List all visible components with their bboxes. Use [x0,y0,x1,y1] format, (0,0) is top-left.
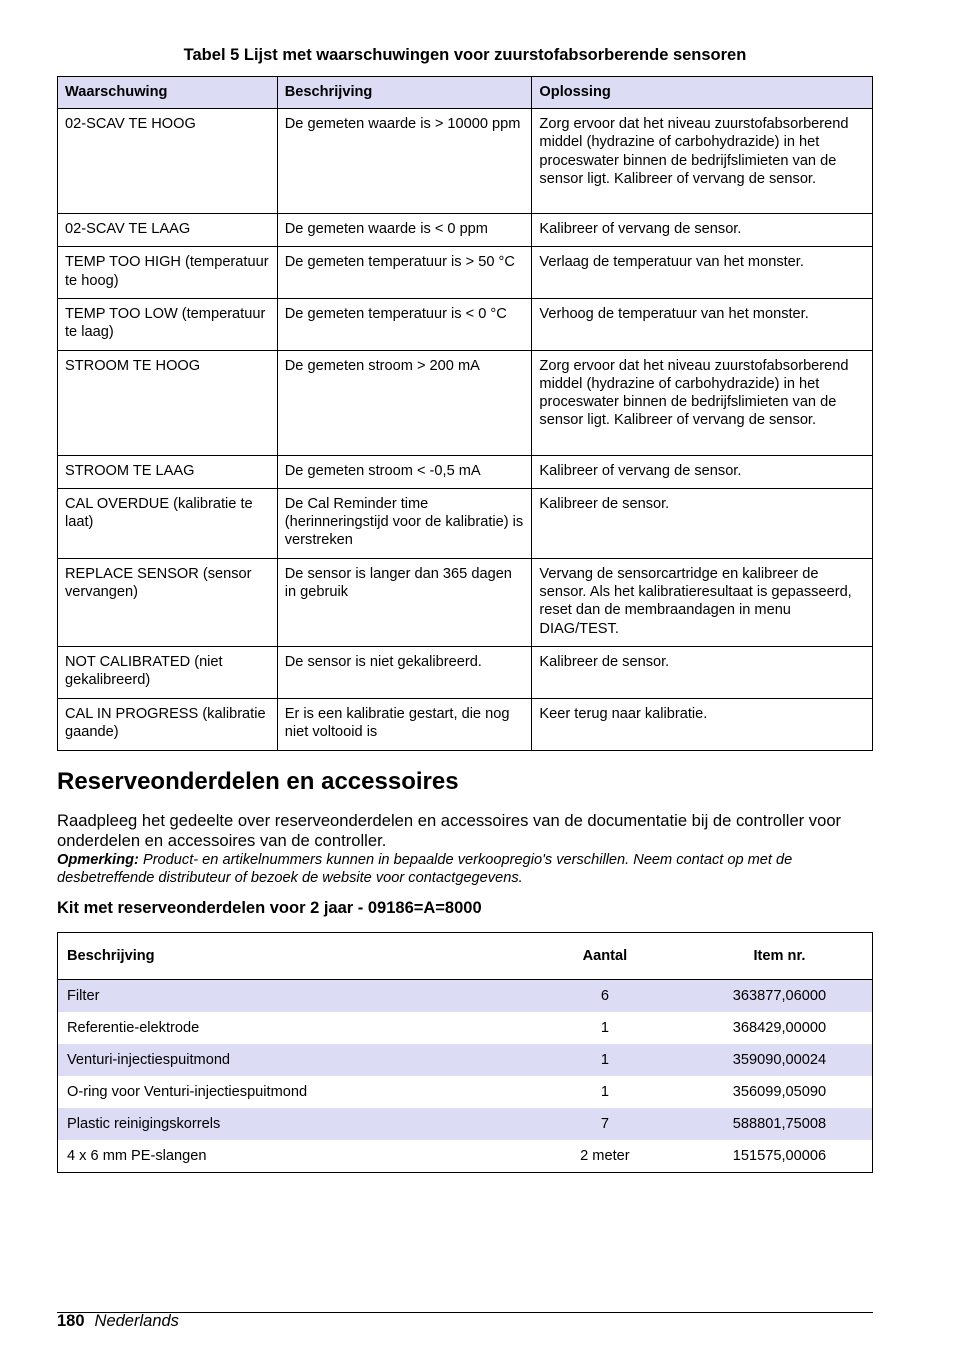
footer-divider [57,1312,873,1313]
table-row [58,980,873,1013]
page-number: 180 [57,1312,85,1330]
solution-cell: Zorg ervoor dat het niveau zuurstofabsorberend middel (hydrazine of carbohydrazide) in het proceswater binnen de bedrijfslimieten van de sensor ligt. Kalibreer of vervang de sensor. [532,350,873,455]
warning-cell: NOT CALIBRATED (niet gekalibreerd) [58,646,278,698]
warning-cell: TEMP TOO LOW (temperatuur te laag) [58,298,278,350]
warnings-table [57,76,873,751]
table-row [58,559,873,647]
header-description: Beschrijving [277,77,532,109]
table-row [58,1140,873,1173]
header-solution: Oplossing [532,77,873,109]
parts-table [57,932,873,1173]
part-description: Filter [58,980,523,1013]
table-row [58,1108,873,1140]
note-paragraph [57,851,873,887]
solution-cell: Keer terug naar kalibratie. [532,698,873,750]
warning-cell: REPLACE SENSOR (sensor vervangen) [58,559,278,647]
parts-header-row [58,933,873,980]
part-description: O-ring voor Venturi-injectiespuitmond [67,1084,308,1100]
warning-cell: CAL OVERDUE (kalibratie te laat) [58,489,278,559]
part-quantity: 1 [600,1084,609,1100]
section-title: Reserveonderdelen en accessoires [57,768,459,795]
solution-cell: Kalibreer de sensor. [532,646,873,698]
description-cell: De gemeten waarde is > 10000 ppm [277,109,532,214]
table-row [58,489,873,559]
page-footer [57,1312,179,1331]
part-description: Venturi-injectiespuitmond [58,1044,523,1076]
solution-cell: Kalibreer of vervang de sensor. [532,214,873,247]
header-item-number: Item nr. [687,933,873,980]
table-row [58,455,873,488]
part-quantity: 6 [523,980,687,1013]
description-cell: De gemeten stroom > 200 mA [277,350,532,455]
part-item-number: 368429,00000 [732,1020,827,1036]
part-item-number: 356099,05090 [732,1084,827,1100]
solution-cell: Zorg ervoor dat het niveau zuurstofabsorberend middel (hydrazine of carbohydrazide) in het proceswater binnen de bedrijfslimieten van de sensor ligt. Kalibreer of vervang de sensor. [532,109,873,214]
intro-paragraph: Raadpleeg het gedeelte over reserveonderdelen en accessoires van de documentatie bij de controller voor onderdelen en accessoires van de controller. [57,811,842,850]
warning-cell: CAL IN PROGRESS (kalibratie gaande) [58,698,278,750]
kit-title: Kit met reserveonderdelen voor 2 jaar - 09186=A=8000 [57,899,482,917]
part-description: Plastic reinigingskorrels [58,1108,523,1140]
table-row [58,247,873,298]
table-row [58,1044,873,1076]
footer-language: Nederlands [94,1312,179,1330]
warning-cell: 02-SCAV TE HOOG [58,109,278,214]
table-row [58,698,873,750]
part-item-number: 359090,00024 [687,1044,873,1076]
warning-cell: 02-SCAV TE LAAG [58,214,278,247]
description-cell: De sensor is langer dan 365 dagen in gebruik [277,559,532,647]
solution-cell: Kalibreer de sensor. [532,489,873,559]
description-cell: De sensor is niet gekalibreerd. [277,646,532,698]
solution-cell: Verlaag de temperatuur van het monster. [532,247,873,298]
part-item-number: 363877,06000 [687,980,873,1013]
solution-cell: Verhoog de temperatuur van het monster. [532,298,873,350]
description-cell: De gemeten stroom < -0,5 mA [277,455,532,488]
table-row [58,109,873,214]
part-description: Referentie-elektrode [67,1020,200,1036]
header-warning: Waarschuwing [58,77,278,109]
note-text: Product- en artikelnummers kunnen in bepaalde verkoopregio's verschillen. Neem contact op met de desbetreffende distributeur of bezoek de website voor contactgegevens. [57,852,793,886]
description-cell: De gemeten temperatuur is < 0 °C [277,298,532,350]
description-cell: De gemeten waarde is < 0 ppm [277,214,532,247]
warning-cell: STROOM TE HOOG [58,350,278,455]
solution-cell: Vervang de sensorcartridge en kalibreer de sensor. Als het kalibratieresultaat is gepasseerd, reset dan de membraandagen in menu DIAG/TEST. [532,559,873,647]
warning-cell: STROOM TE LAAG [58,455,278,488]
table-row [58,298,873,350]
warnings-header-row [58,77,873,109]
part-description: 4 x 6 mm PE-slangen [67,1148,207,1164]
part-quantity: 2 meter [580,1148,630,1164]
table-row [58,214,873,247]
note-label: Opmerking: [57,852,139,868]
part-quantity: 1 [600,1020,609,1036]
table-row [58,646,873,698]
description-cell: Er is een kalibratie gestart, die nog niet voltooid is [277,698,532,750]
part-quantity: 1 [523,1044,687,1076]
table-row [58,1012,873,1044]
table-caption: Tabel 5 Lijst met waarschuwingen voor zuurstofabsorberende sensoren [183,46,747,64]
part-item-number: 151575,00006 [732,1148,827,1164]
warning-cell: TEMP TOO HIGH (temperatuur te hoog) [58,247,278,298]
description-cell: De Cal Reminder time (herinneringstijd voor de kalibratie) is verstreken [277,489,532,559]
part-quantity: 7 [523,1108,687,1140]
header-quantity: Aantal [523,933,687,980]
description-cell: De gemeten temperatuur is > 50 °C [277,247,532,298]
header-description: Beschrijving [58,933,523,980]
table-row [58,1076,873,1108]
part-item-number: 588801,75008 [687,1108,873,1140]
solution-cell: Kalibreer of vervang de sensor. [532,455,873,488]
table-row [58,350,873,455]
